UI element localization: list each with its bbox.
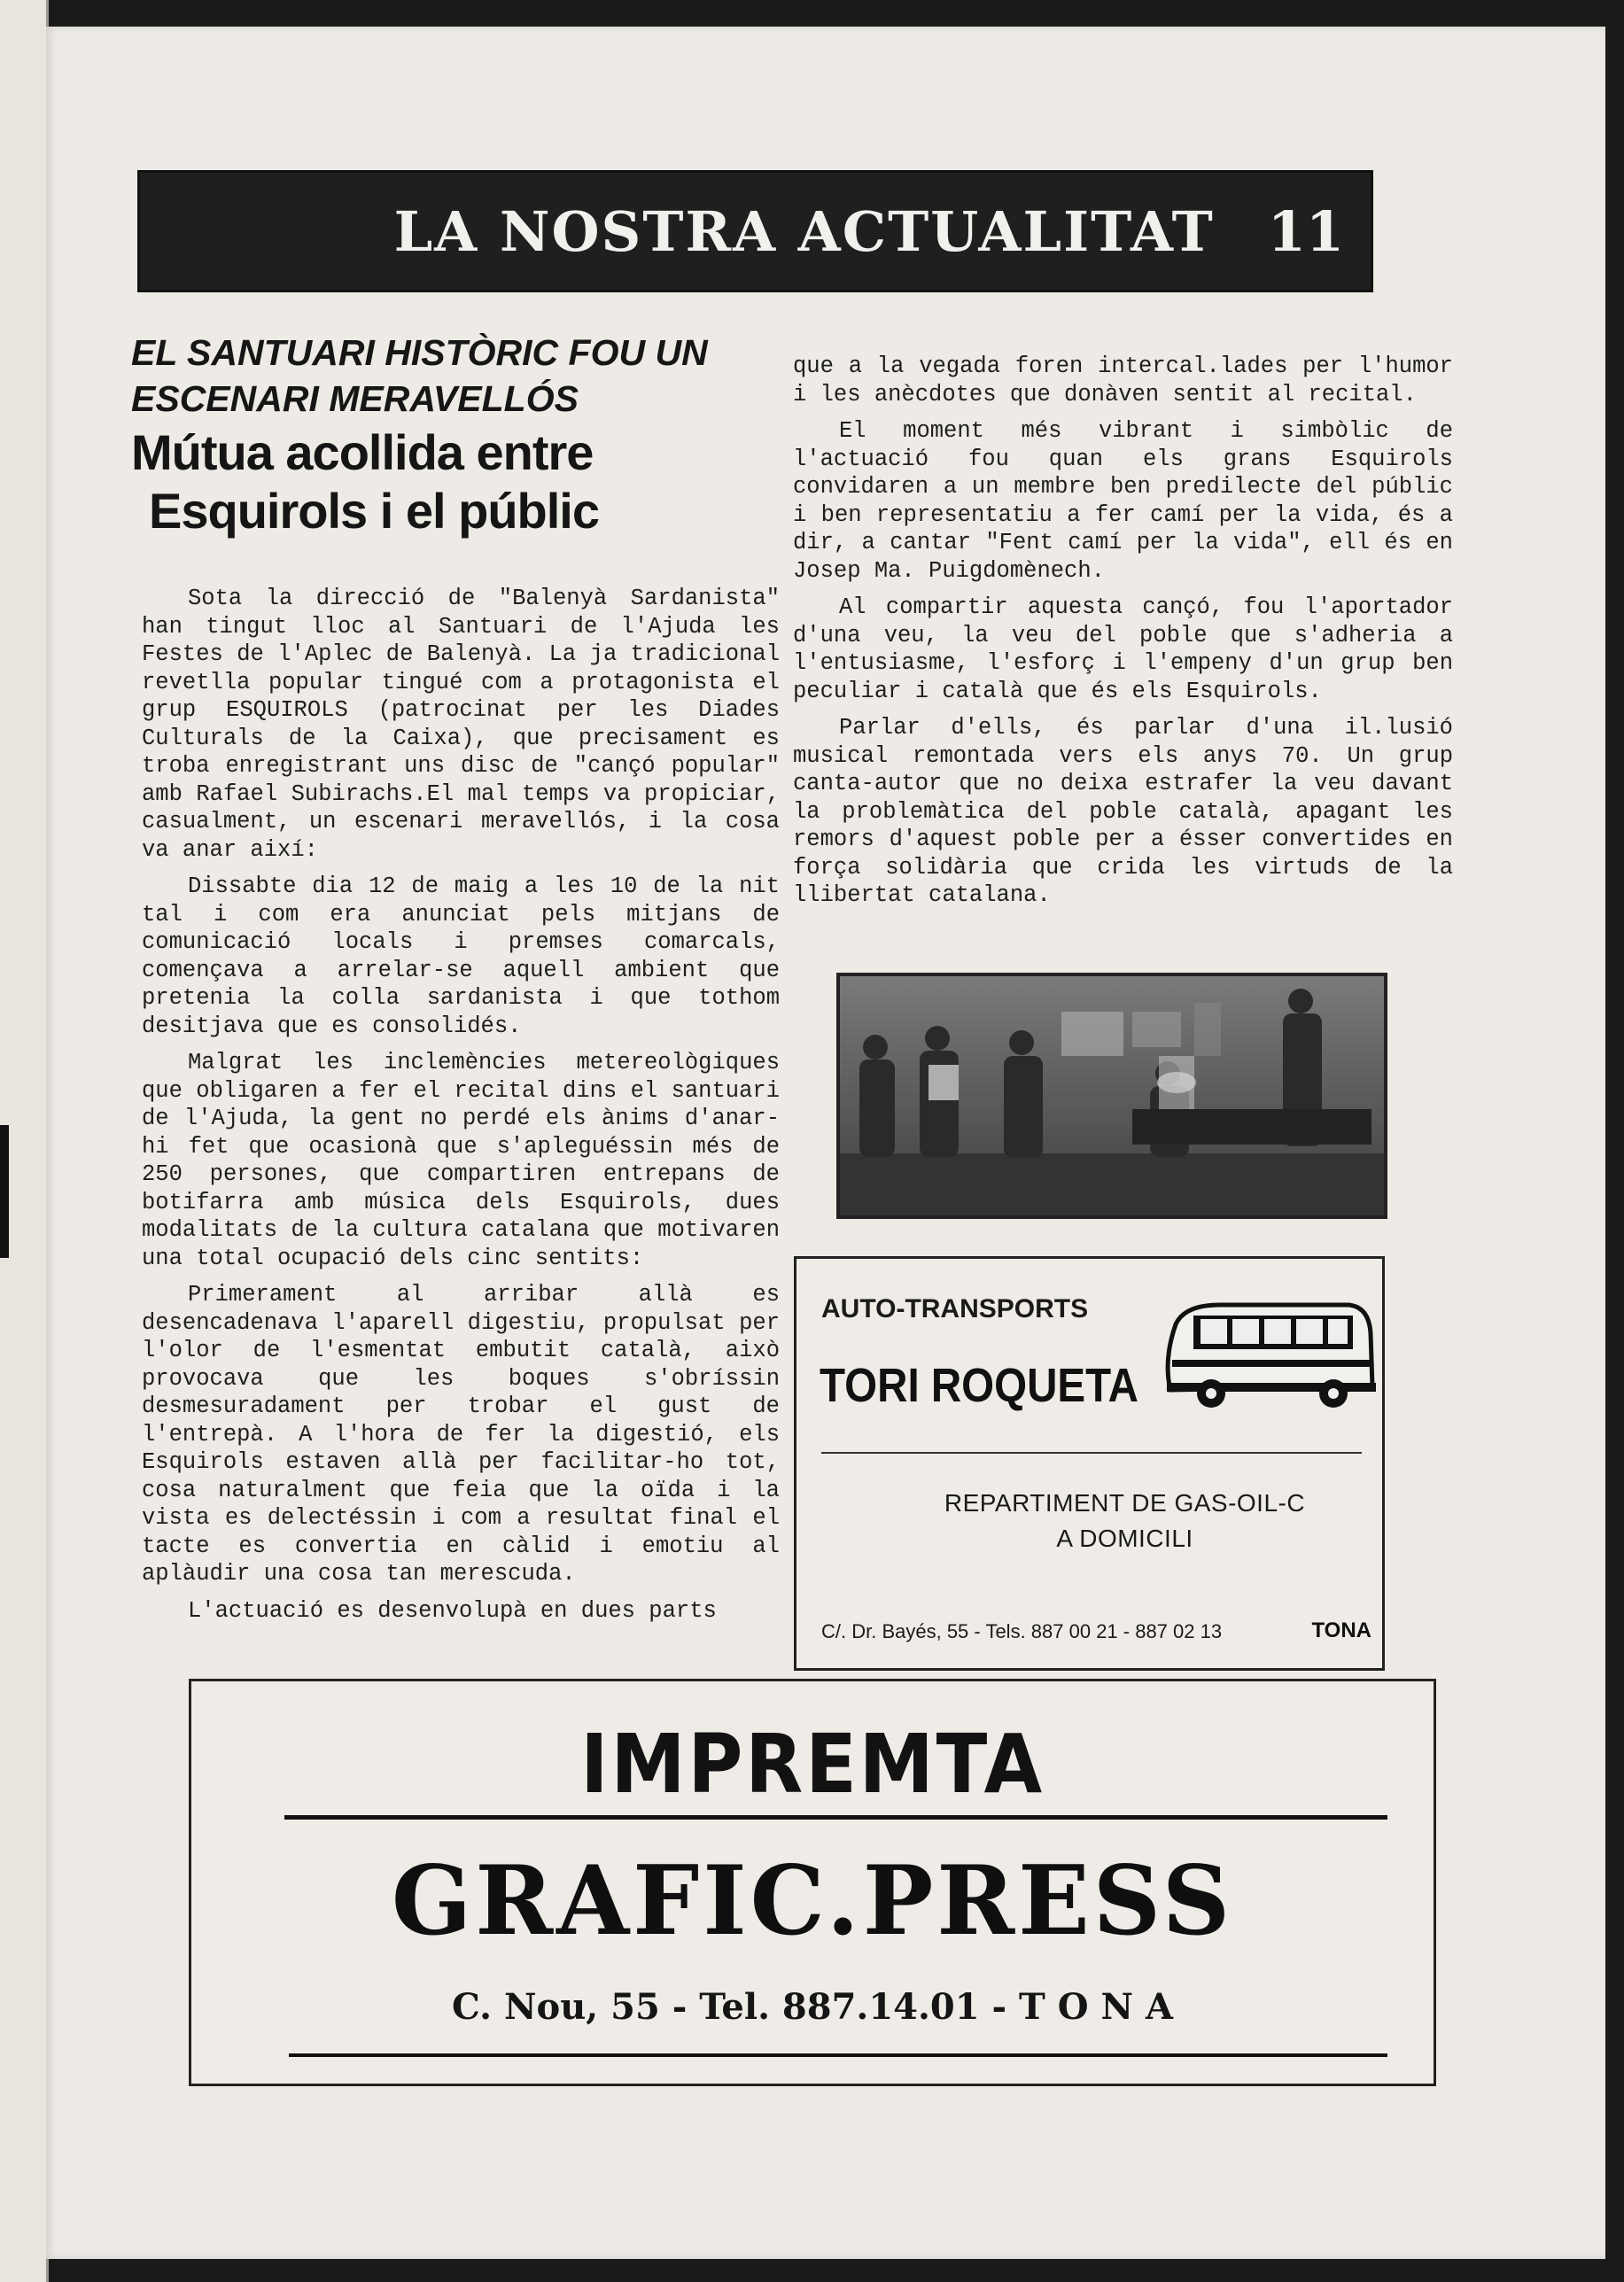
printshop-title: IMPREMTA xyxy=(580,1717,1045,1812)
headline-line-2: Esquirols i el públic xyxy=(149,483,599,539)
ad-divider xyxy=(821,1452,1362,1454)
section-banner xyxy=(137,170,1373,292)
article-column-left xyxy=(142,585,780,1634)
ad-town: TONA xyxy=(1311,1618,1371,1642)
printshop-advertisement xyxy=(189,1679,1436,2086)
binding-mark xyxy=(0,1125,9,1258)
headline-line-1: Mútua acollida entre xyxy=(131,424,594,480)
ad-service-line-1: REPARTIMENT DE GAS-OIL-C xyxy=(944,1489,1306,1517)
paragraph: que a la vegada foren intercal.lades per l'humor i les anècdotes que donàven sentit al recital. xyxy=(793,353,1453,408)
ad-service-line-2: A DOMICILI xyxy=(1056,1525,1193,1552)
ad-company-type: AUTO-TRANSPORTS xyxy=(821,1294,1089,1323)
article-kicker: EL SANTUARI HISTÒRIC FOU UN ESCENARI MERAVELLÓS xyxy=(131,332,708,419)
concert-photo xyxy=(836,973,1387,1219)
printshop-logo-name: GRAFIC.PRESS xyxy=(391,1845,1234,1957)
paragraph: Primerament al arribar allà es desencadenava l'aparell digestiu, propulsat per l'olor de l'esmentat embutit català, això provocava que les boques s'obríssin desmesuradament per trobar el gust de l'entrepà. A l'hora de fer la digestió, els Esquirols estaven allà per facilitar-ho tot, cosa naturalment que feia que la oïda i la vista es delectéssin i com a resultat final el tacte es convertia en càlid i emotiu al aplàudir una cosa tan merescuda. xyxy=(142,1282,780,1587)
paragraph: Sota la direcció de "Balenyà Sardanista" han tingut lloc al Santuari de l'Ajuda les Festes de l'Aplec de Balenyà. La ja tradicional revetlla popular tingué com a protagonista el grup ESQUIROLS (patrocinat per les Diades Culturals de la Caixa), que precisament es troba enregistrant uns disc de "cançó popular" amb Rafael Subirachs.El mal temps va propiciar, casualment, un escenari meravellós, i la cosa va anar així: xyxy=(142,586,780,863)
paragraph: Dissabte dia 12 de maig a les 10 de la nit tal i com era anunciat pels mitjans de comunicació locals i premses comarcals, començava a arrelar-se aquell ambient que pretenia la colla sardanista i que tothom desitjava que es consolidés. xyxy=(142,873,780,1039)
article-headline xyxy=(131,423,787,540)
transport-advertisement xyxy=(794,1256,1385,1671)
band-photo-image xyxy=(840,976,1384,1215)
paragraph: Al compartir aquesta cançó, fou l'aportador d'una veu, la veu del poble que s'adheria a l'entusiasme, l'esforç i l'empeny d'un grup ben peculiar i català que és els Esquirols. xyxy=(793,594,1453,704)
ad-company-name: TORI ROQUETA xyxy=(820,1359,1138,1412)
page-number: 11 xyxy=(1267,198,1344,264)
ad-address: C/. Dr. Bayés, 55 - Tels. 887 00 21 - 887 02 13 xyxy=(821,1620,1223,1642)
paragraph: El moment més vibrant i simbòlic de l'actuació fou quan els grans Esquirols convidaren a un membre ben predilecte del públic i ben representatiu a fer camí per la vida, és a dir, a cantar "Fent camí per la vida", ell és en Josep Ma. Puigdomènech. xyxy=(793,418,1453,584)
bus-icon xyxy=(1158,1298,1379,1422)
section-title: LA NOSTRA ACTUALITAT xyxy=(393,198,1215,264)
paragraph: Malgrat les inclemències metereològiques que obligaren a fer el recital dins el santuari de l'Ajuda, la gent no perdé els ànims d'anar-hi fet que ocasionà que s'apleguéssin més de 250 persones, que compartiren entrepans de botifarra amb música dels Esquirols, dues modalitats de la cultura catalana que motivaren una total ocupació dels cinc sentits: xyxy=(142,1050,780,1271)
paragraph: Parlar d'ells, és parlar d'una il.lusió musical remontada vers els anys 70. Un grup canta-autor que no deixa estrafer la veu davant la problemàtica del poble català, apagant les remors d'aquest poble per a ésser convertides en força solidària que crida les virtuds de la llibertat catalana. xyxy=(793,715,1453,908)
printshop-rule-bottom xyxy=(289,2053,1387,2057)
article-column-right xyxy=(793,353,1453,919)
printshop-contact: C. Nou, 55 - Tel. 887.14.01 - T O N A xyxy=(451,1986,1174,2028)
paragraph: L'actuació es desenvolupà en dues parts xyxy=(188,1597,717,1624)
printshop-rule-top xyxy=(284,1815,1387,1820)
